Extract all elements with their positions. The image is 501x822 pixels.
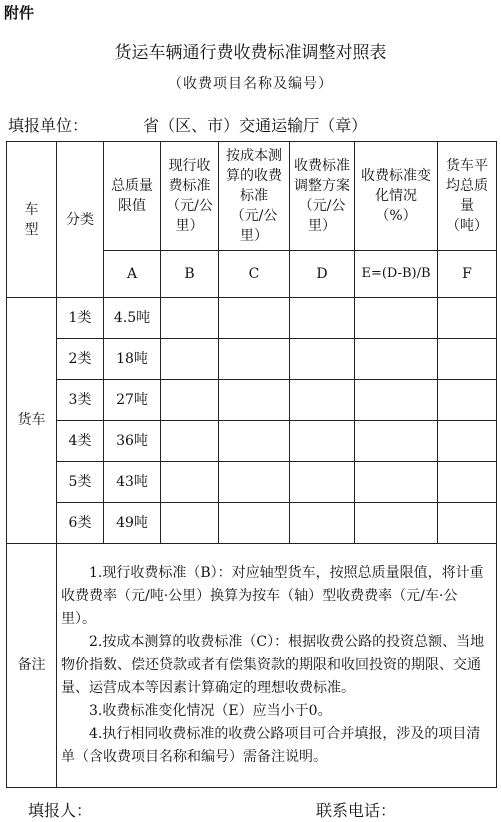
cell-change[interactable] — [355, 462, 438, 503]
fill-unit-value: 省（区、市）交通运输厅（章） — [143, 116, 368, 135]
header-current-standard: 现行收费标准（元/公里） — [161, 142, 219, 251]
cell-change[interactable] — [355, 421, 438, 462]
cell-avg-weight[interactable] — [438, 421, 497, 462]
row-category: 3类 — [57, 380, 104, 421]
notes-label: 备注 — [7, 544, 57, 788]
header-vehicle-type: 车型 — [7, 142, 57, 298]
cell-change[interactable] — [355, 503, 438, 544]
vehicle-group-cell: 货车 — [7, 298, 57, 544]
phone-label: 联系电话： — [316, 801, 397, 820]
cell-current-std[interactable] — [161, 503, 219, 544]
cell-cost-std[interactable] — [219, 462, 290, 503]
code-f: F — [438, 251, 497, 298]
table-row — [7, 421, 497, 462]
fill-unit-row — [8, 113, 367, 136]
code-d: D — [290, 251, 355, 298]
cell-avg-weight[interactable] — [438, 339, 497, 380]
table-row — [7, 462, 497, 503]
cell-cost-std[interactable] — [219, 380, 290, 421]
document-subtitle: （收费项目名称及编号） — [168, 76, 333, 92]
document-title: 货运车辆通行费收费标准调整对照表 — [114, 43, 387, 63]
header-cost-standard: 按成本测算的收费标准（元/公里） — [219, 142, 290, 251]
cell-current-std[interactable] — [161, 421, 219, 462]
fill-unit-label: 填报单位： — [8, 116, 89, 135]
row-weight: 36吨 — [104, 421, 161, 462]
cell-adjust-plan[interactable] — [290, 380, 355, 421]
code-c: C — [219, 251, 290, 298]
cell-cost-std[interactable] — [219, 421, 290, 462]
cell-adjust-plan[interactable] — [290, 503, 355, 544]
table-row — [7, 380, 497, 421]
cell-cost-std[interactable] — [219, 339, 290, 380]
code-a: A — [104, 251, 161, 298]
cell-current-std[interactable] — [161, 298, 219, 339]
code-e: E=(D-B)/B — [355, 251, 438, 298]
cell-change[interactable] — [355, 298, 438, 339]
cell-current-std[interactable] — [161, 380, 219, 421]
notes-content — [57, 544, 497, 788]
header-change: 收费标准变化情况（%） — [355, 142, 438, 251]
header-category: 分类 — [57, 142, 104, 298]
cell-adjust-plan[interactable] — [290, 462, 355, 503]
cell-change[interactable] — [355, 339, 438, 380]
note-item: 2.按成本测算的收费标准（C）：根据收费公路的投资总额、当地物价指数、偿还贷款或者有偿集资款的期限和收回投资的期限、交通量、运营成本等因素计算确定的理想收费标准。 — [61, 634, 485, 696]
row-category: 5类 — [57, 462, 104, 503]
code-b: B — [161, 251, 219, 298]
fee-comparison-table — [6, 141, 497, 788]
note-item: 1.现行收费标准（B）：对应轴型货车，按照总质量限值，将计重收费费率（元/吨·公里）换算为按车（轴）型收费费率（元/车·公里）。 — [61, 565, 484, 627]
filler-label: 填报人： — [28, 801, 93, 820]
row-weight: 43吨 — [104, 462, 161, 503]
cell-avg-weight[interactable] — [438, 462, 497, 503]
row-category: 2类 — [57, 339, 104, 380]
cell-avg-weight[interactable] — [438, 503, 497, 544]
table-row — [7, 503, 497, 544]
row-weight: 49吨 — [104, 503, 161, 544]
cell-avg-weight[interactable] — [438, 298, 497, 339]
row-category: 1类 — [57, 298, 104, 339]
note-item: 4.执行相同收费标准的收费公路项目可合并填报，涉及的项目清单（含收费项目名称和编号）需备注说明。 — [61, 726, 481, 765]
cell-adjust-plan[interactable] — [290, 421, 355, 462]
cell-adjust-plan[interactable] — [290, 298, 355, 339]
attachment-label: 附件 — [4, 4, 35, 22]
header-avg-weight: 货车平均总质量（吨） — [438, 142, 497, 251]
header-row — [7, 142, 497, 251]
cell-adjust-plan[interactable] — [290, 339, 355, 380]
cell-cost-std[interactable] — [219, 298, 290, 339]
row-weight: 4.5吨 — [104, 298, 161, 339]
row-weight: 18吨 — [104, 339, 161, 380]
table-row — [7, 339, 497, 380]
table-row — [7, 298, 497, 339]
cell-avg-weight[interactable] — [438, 380, 497, 421]
cell-current-std[interactable] — [161, 462, 219, 503]
cell-change[interactable] — [355, 380, 438, 421]
notes-row — [7, 544, 497, 788]
row-category: 6类 — [57, 503, 104, 544]
header-adjust-plan: 收费标准调整方案（元/公里） — [290, 142, 355, 251]
header-weight-limit: 总质量限值 — [104, 142, 161, 251]
row-weight: 27吨 — [104, 380, 161, 421]
cell-current-std[interactable] — [161, 339, 219, 380]
note-item: 3.收费标准变化情况（E）应当小于0。 — [89, 703, 332, 719]
row-category: 4类 — [57, 421, 104, 462]
cell-cost-std[interactable] — [219, 503, 290, 544]
